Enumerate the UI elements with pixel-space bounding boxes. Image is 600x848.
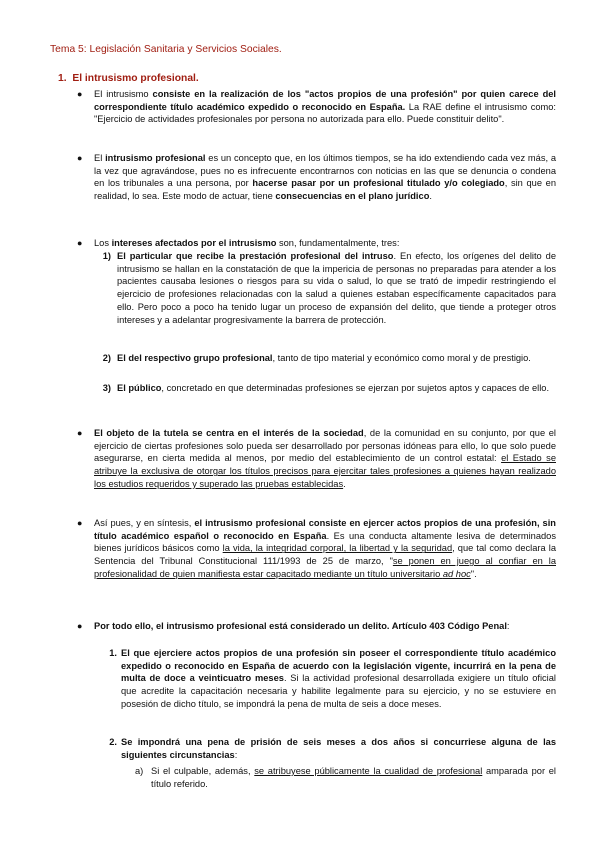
paragraph-interests — [94, 237, 556, 250]
text-bold: Se impondrá una pena de prisión de seis meses a dos años si concurriese alguna de las siguientes circunstancias — [121, 737, 556, 760]
text: : — [234, 749, 238, 760]
text-bold: hacerse pasar por un profesional titulado y/o colegiado — [252, 178, 505, 189]
text-bold: El objeto de la tutela se centra en el interés de la sociedad — [94, 428, 364, 438]
text-bold: consecuencias en el plano jurídico — [275, 191, 430, 202]
text: son, fundamentalmente, tres: — [276, 238, 400, 248]
law-number: 2. — [109, 737, 117, 747]
bullet-icon: ● — [77, 238, 83, 248]
text: Así pues, y en síntesis, — [94, 518, 195, 528]
text: . En efecto, los orígenes del delito de intrusismo se hallan en la constatación de que la impericia de personas no preparadas para atender a los pacientes causaba lesiones o riesgos para su vida o salud, lo que se trató de impedir restringiendo el ejercicio de profesiones relacionadas con la salud a quienes estaban específicamente capacitados para ello. Pero poco a poco ha tenido lugar un proceso de expansión del delito, que tiende a proteger otros intereses y a adelantar progresivamente la barrera de protección. — [117, 251, 556, 325]
text: Si el culpable, además, — [151, 766, 255, 776]
text-bold: el intrusismo profesional consiste en ejercer actos propios de una profesión, sin título académico español o reconocido en España — [94, 518, 556, 541]
text-underlined-italic: ad hoc — [442, 568, 471, 579]
text: La RAE define el intrusismo como: "Ejercicio de actividades profesionales por persona no autorizada para ello. Puede constituir delito". — [94, 101, 557, 125]
text: , tanto de tipo material y económico como moral y de prestigio. — [272, 353, 531, 363]
text-bold: El público — [117, 383, 162, 393]
text-underlined: la vida, la integridad corporal, la libertad y la seguridad — [222, 543, 453, 554]
section-number: 1. — [58, 73, 67, 84]
text: El intrusismo — [94, 89, 153, 99]
law-number: 1. — [109, 648, 117, 658]
bullet-icon: ● — [77, 153, 83, 163]
paragraph-synthesis — [94, 517, 556, 581]
text-bold: El del respectivo grupo profesional — [117, 353, 273, 363]
paragraph-delito — [94, 620, 556, 633]
law-item — [121, 736, 556, 761]
text: es un concepto que, en los últimos tiempos, se ha ido extendiendo cada vez más, a la vez que agravándose, pues no es infrecuente encontrarnos con noticias en las que se denuncia o condena en los tribunales a una persona, por — [94, 153, 557, 189]
text: : — [506, 621, 510, 631]
text: . Es una conducta altamente lesiva de determinados bienes jurídicos básicos como — [94, 530, 556, 554]
law-item — [121, 647, 556, 711]
text: . Si la actividad profesional desarrollada exigiere un título oficial que acredite la capacitación necesaria y habilite legalmente para su ejercicio, y no se estuviere en posesión de dicho título, se impondrá la pena de multa de seis a doce meses. — [121, 673, 556, 709]
interest-item — [117, 382, 556, 395]
paragraph-tutela — [94, 427, 556, 491]
text: Los — [94, 238, 112, 248]
text: , de la comunidad en su conjunto, por que el ejercicio de ciertas profesiones solo pueda ser desarrollado por personas idóneas para ello, lo que solo puede asegurarse, en cierta medida al menos, por medio del establecimiento de un control estatal: — [94, 428, 556, 464]
text-bold: Por todo ello, el intrusismo profesional está considerado un delito. Artículo 403 Código Penal — [94, 621, 507, 631]
paragraph-definition — [94, 88, 556, 126]
section-title: El intrusismo profesional. — [72, 73, 199, 84]
bullet-icon: ● — [77, 428, 83, 438]
text: , sin que en realidad, lo sea. Este modo de actuar, tiene — [94, 178, 557, 202]
interest-item — [117, 250, 556, 326]
bullet-icon: ● — [77, 621, 83, 631]
document-title: Tema 5: Legislación Sanitaria y Servicios Sociales. — [50, 44, 282, 55]
text-underlined: se atribuyese públicamente la cualidad de profesional — [254, 766, 483, 776]
paragraph-concept — [94, 152, 556, 203]
text: . — [343, 478, 346, 489]
sub-item — [151, 765, 556, 790]
text-underlined: se ponen en juego al confiar en la profesionalidad de quien manifiesta estar capacitado mediante un título universitario — [94, 556, 556, 579]
text: , que tal como declara la Sentencia del Tribunal Constitucional 111/1993 de 25 de marzo, " — [94, 543, 556, 567]
text-underlined: el Estado se atribuye la exclusiva de otorgar los títulos precisos para ejercitar tales profesiones a quienes hayan realizado los estudios requeridos y superado las pruebas establecidas — [94, 453, 556, 489]
text-bold: intrusismo profesional — [105, 153, 206, 163]
text: ". — [470, 568, 477, 579]
bullet-icon: ● — [77, 518, 83, 528]
interest-item — [117, 352, 556, 365]
text: El — [94, 153, 106, 163]
text: amparada por el título referido. — [151, 766, 556, 789]
list-number: 2) — [102, 353, 111, 363]
text-bold: El particular que recibe la prestación profesional del intruso — [117, 251, 394, 261]
list-number: 1) — [102, 251, 111, 261]
text: . — [429, 191, 432, 202]
text-bold: El que ejerciere actos propios de una profesión sin poseer el correspondiente título académico expedido o reconocido en España de acuerdo con la legislación vigente, incurrirá en la pena de multa de doce a veinticuatro meses — [121, 648, 556, 684]
list-number: 3) — [102, 383, 111, 393]
bullet-icon: ● — [77, 89, 83, 99]
text: , concretado en que determinadas profesiones se ejerzan por sujetos aptos y capaces de ello. — [161, 383, 550, 393]
text-bold: intereses afectados por el intrusismo — [111, 238, 277, 248]
sub-letter: a) — [135, 766, 144, 776]
text-bold: consiste en la realización de los "actos propios de una profesión" por quien carece del correspondiente título académico expedido o reconocido en España. — [94, 89, 556, 112]
section-heading — [58, 73, 199, 84]
